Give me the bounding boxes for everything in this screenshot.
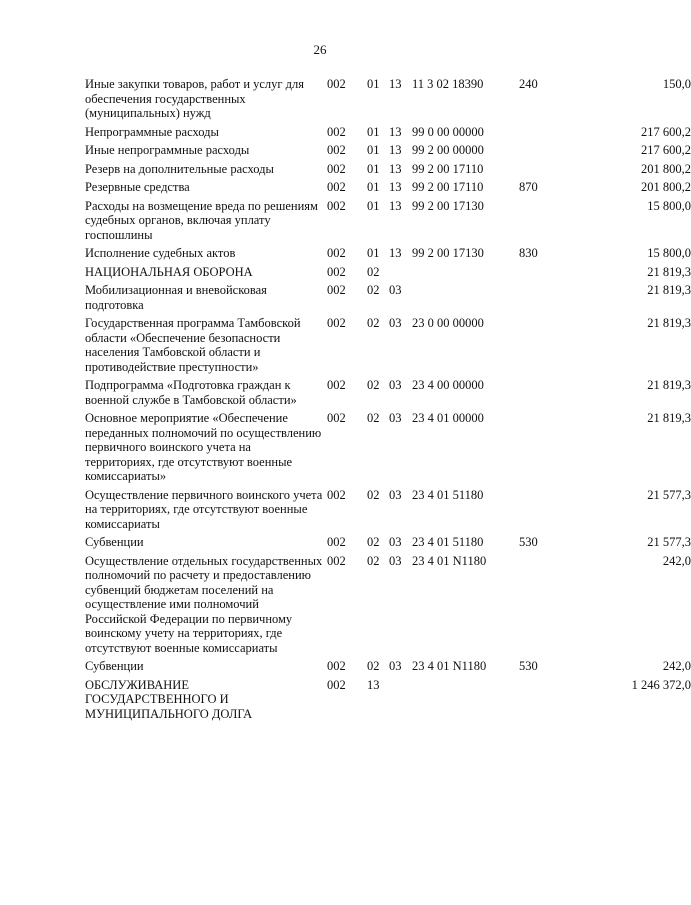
row-target-article: 11 3 02 18390 [412, 77, 484, 91]
row-amount: 15 800,0 [647, 198, 691, 213]
table-row [85, 283, 691, 316]
row-name: Основное мероприятие «Обеспечение переданных полномочий по осуществлению первичного воинского учета на территориях, где отсутствуют военные комиссариаты» [85, 411, 322, 483]
row-target-article [412, 265, 519, 284]
row-expense-type [519, 678, 605, 726]
row-target-article: 23 4 01 N1180 [412, 553, 487, 568]
row-amount: 21 577,3 [647, 535, 691, 549]
row-target-article: 23 4 01 00000 [412, 411, 484, 425]
row-subsection-code: 13 [389, 246, 402, 260]
table-row [85, 411, 691, 488]
row-subsection-code: 03 [389, 283, 402, 297]
table-row [85, 162, 691, 181]
table-row [85, 316, 691, 378]
row-section-code: 02 [367, 378, 380, 392]
row-subsection-code: 03 [389, 535, 402, 549]
row-target-article: 99 0 00 00000 [412, 124, 484, 139]
row-expense-type [519, 554, 605, 660]
row-target-article: 99 2 00 17110 [412, 180, 484, 194]
table-row [85, 554, 691, 660]
table-row [85, 125, 691, 144]
row-name: Осуществление отдельных государственных полномочий по расчету и предоставлению субвенций бюджетам поселений на осуществление ими полномочий Российской Федерации по первичному воинскому учету на территориях, где отсутствуют военные комиссариаты [85, 553, 323, 655]
row-amount: 217 600,2 [641, 143, 691, 157]
row-section-code: 01 [367, 143, 380, 157]
row-name: Резерв на дополнительные расходы [85, 161, 274, 176]
row-expense-type [519, 143, 605, 162]
row-name: НАЦИОНАЛЬНАЯ ОБОРОНА [85, 264, 253, 279]
row-amount: 21 819,3 [647, 411, 691, 425]
table-row [85, 678, 691, 726]
row-name: Государственная программа Тамбовской области «Обеспечение безопасности населения Тамбовской области и противодействие преступности» [85, 316, 301, 374]
row-admin-code: 002 [327, 77, 346, 91]
row-subsection-code [389, 678, 412, 726]
row-subsection-code: 13 [389, 198, 402, 213]
row-target-article: 99 2 00 00000 [412, 143, 484, 157]
row-target-article: 23 4 01 N1180 [412, 659, 487, 673]
row-target-article [412, 678, 519, 726]
row-amount: 21 819,3 [647, 283, 691, 297]
row-admin-code: 002 [327, 316, 346, 330]
row-admin-code: 002 [327, 161, 346, 176]
row-target-article: 23 4 00 00000 [412, 378, 484, 392]
row-section-code: 01 [367, 124, 380, 139]
table-row [85, 488, 691, 536]
row-name: Исполнение судебных актов [85, 246, 236, 260]
row-target-article: 99 2 00 17130 [412, 198, 484, 213]
row-section-code: 13 [367, 677, 380, 692]
row-section-code: 02 [367, 264, 380, 279]
row-expense-type: 870 [519, 180, 538, 194]
row-expense-type [519, 316, 605, 378]
row-name: Непрограммные расходы [85, 124, 219, 139]
row-expense-type: 240 [519, 77, 538, 91]
row-amount: 21 819,3 [647, 378, 691, 392]
row-expense-type [519, 199, 605, 247]
budget-table-body [85, 77, 691, 725]
row-amount: 15 800,0 [647, 246, 691, 260]
row-section-code: 02 [367, 316, 380, 330]
row-expense-type [519, 411, 605, 488]
row-name: ОБСЛУЖИВАНИЕ ГОСУДАРСТВЕННОГО И МУНИЦИПАЛЬНОГО ДОЛГА [85, 677, 253, 721]
table-row [85, 180, 691, 199]
row-admin-code: 002 [327, 180, 346, 194]
row-admin-code: 002 [327, 411, 346, 425]
row-amount: 150,0 [662, 77, 691, 91]
table-row [85, 265, 691, 284]
row-section-code: 01 [367, 77, 380, 91]
row-amount: 201 800,2 [641, 180, 691, 194]
row-admin-code: 002 [327, 264, 346, 279]
row-amount: 21 577,3 [647, 487, 691, 502]
table-row [85, 199, 691, 247]
row-section-code: 02 [367, 535, 380, 549]
row-subsection-code: 03 [389, 316, 402, 330]
row-section-code: 01 [367, 161, 380, 176]
row-section-code: 02 [367, 283, 380, 297]
row-name: Иные непрограммные расходы [85, 143, 250, 157]
row-admin-code: 002 [327, 487, 346, 502]
row-target-article: 23 4 01 51180 [412, 535, 484, 549]
row-admin-code: 002 [327, 677, 346, 692]
row-subsection-code: 13 [389, 161, 402, 176]
row-expense-type [519, 378, 605, 411]
row-amount: 217 600,2 [641, 124, 691, 139]
row-expense-type [519, 125, 605, 144]
row-name: Субвенции [85, 535, 144, 549]
row-amount: 242,0 [662, 659, 691, 673]
table-row [85, 378, 691, 411]
row-expense-type: 530 [519, 659, 538, 673]
row-expense-type [519, 162, 605, 181]
row-section-code: 02 [367, 487, 380, 502]
row-admin-code: 002 [327, 553, 346, 568]
row-expense-type [519, 488, 605, 536]
row-section-code: 01 [367, 246, 380, 260]
row-section-code: 01 [367, 180, 380, 194]
row-target-article: 23 4 01 51180 [412, 487, 484, 502]
row-admin-code: 002 [327, 124, 346, 139]
table-row [85, 143, 691, 162]
row-target-article [412, 283, 519, 316]
row-target-article: 99 2 00 17130 [412, 246, 484, 260]
row-name: Резервные средства [85, 180, 190, 194]
row-subsection-code: 13 [389, 143, 402, 157]
row-section-code: 02 [367, 659, 380, 673]
row-subsection-code: 03 [389, 553, 402, 568]
row-admin-code: 002 [327, 283, 346, 297]
table-row [85, 77, 691, 125]
row-target-article: 23 0 00 00000 [412, 316, 484, 330]
row-section-code: 01 [367, 198, 380, 213]
row-subsection-code: 13 [389, 124, 402, 139]
row-subsection-code: 03 [389, 659, 402, 673]
table-row [85, 535, 691, 554]
row-admin-code: 002 [327, 143, 346, 157]
row-expense-type: 830 [519, 246, 538, 260]
row-target-article: 99 2 00 17110 [412, 161, 484, 176]
table-row [85, 659, 691, 678]
budget-table [85, 77, 691, 725]
row-amount: 21 819,3 [647, 316, 691, 330]
row-amount: 1 246 372,0 [631, 677, 691, 692]
row-name: Расходы на возмещение вреда по решениям судебных органов, включая уплату госпошлины [85, 198, 318, 242]
row-subsection-code: 03 [389, 487, 402, 502]
page-number: 26 [313, 42, 327, 57]
row-subsection-code: 13 [389, 180, 402, 194]
row-section-code: 02 [367, 553, 380, 568]
row-subsection-code: 03 [389, 378, 402, 392]
row-expense-type [519, 283, 605, 316]
row-name: Иные закупки товаров, работ и услуг для обеспечения государственных (муниципальных) нужд [85, 77, 305, 120]
row-section-code: 02 [367, 411, 380, 425]
row-admin-code: 002 [327, 659, 346, 673]
row-subsection-code: 03 [389, 411, 402, 425]
row-admin-code: 002 [327, 535, 346, 549]
table-row [85, 246, 691, 265]
row-admin-code: 002 [327, 246, 346, 260]
row-admin-code: 002 [327, 378, 346, 392]
row-name: Мобилизационная и вневойсковая подготовка [85, 283, 267, 312]
row-expense-type [519, 265, 605, 284]
row-amount: 21 819,3 [647, 264, 691, 279]
row-name: Осуществление первичного воинского учета на территориях, где отсутствуют военные комиссариаты [85, 487, 323, 531]
row-name: Подпрограмма «Подготовка граждан к военной службе в Тамбовской области» [85, 378, 297, 407]
row-amount: 242,0 [662, 553, 691, 568]
row-amount: 201 800,2 [641, 161, 691, 176]
row-admin-code: 002 [327, 198, 346, 213]
row-expense-type: 530 [519, 535, 538, 549]
row-name: Субвенции [85, 659, 144, 673]
row-subsection-code [389, 265, 412, 284]
row-subsection-code: 13 [389, 77, 402, 91]
